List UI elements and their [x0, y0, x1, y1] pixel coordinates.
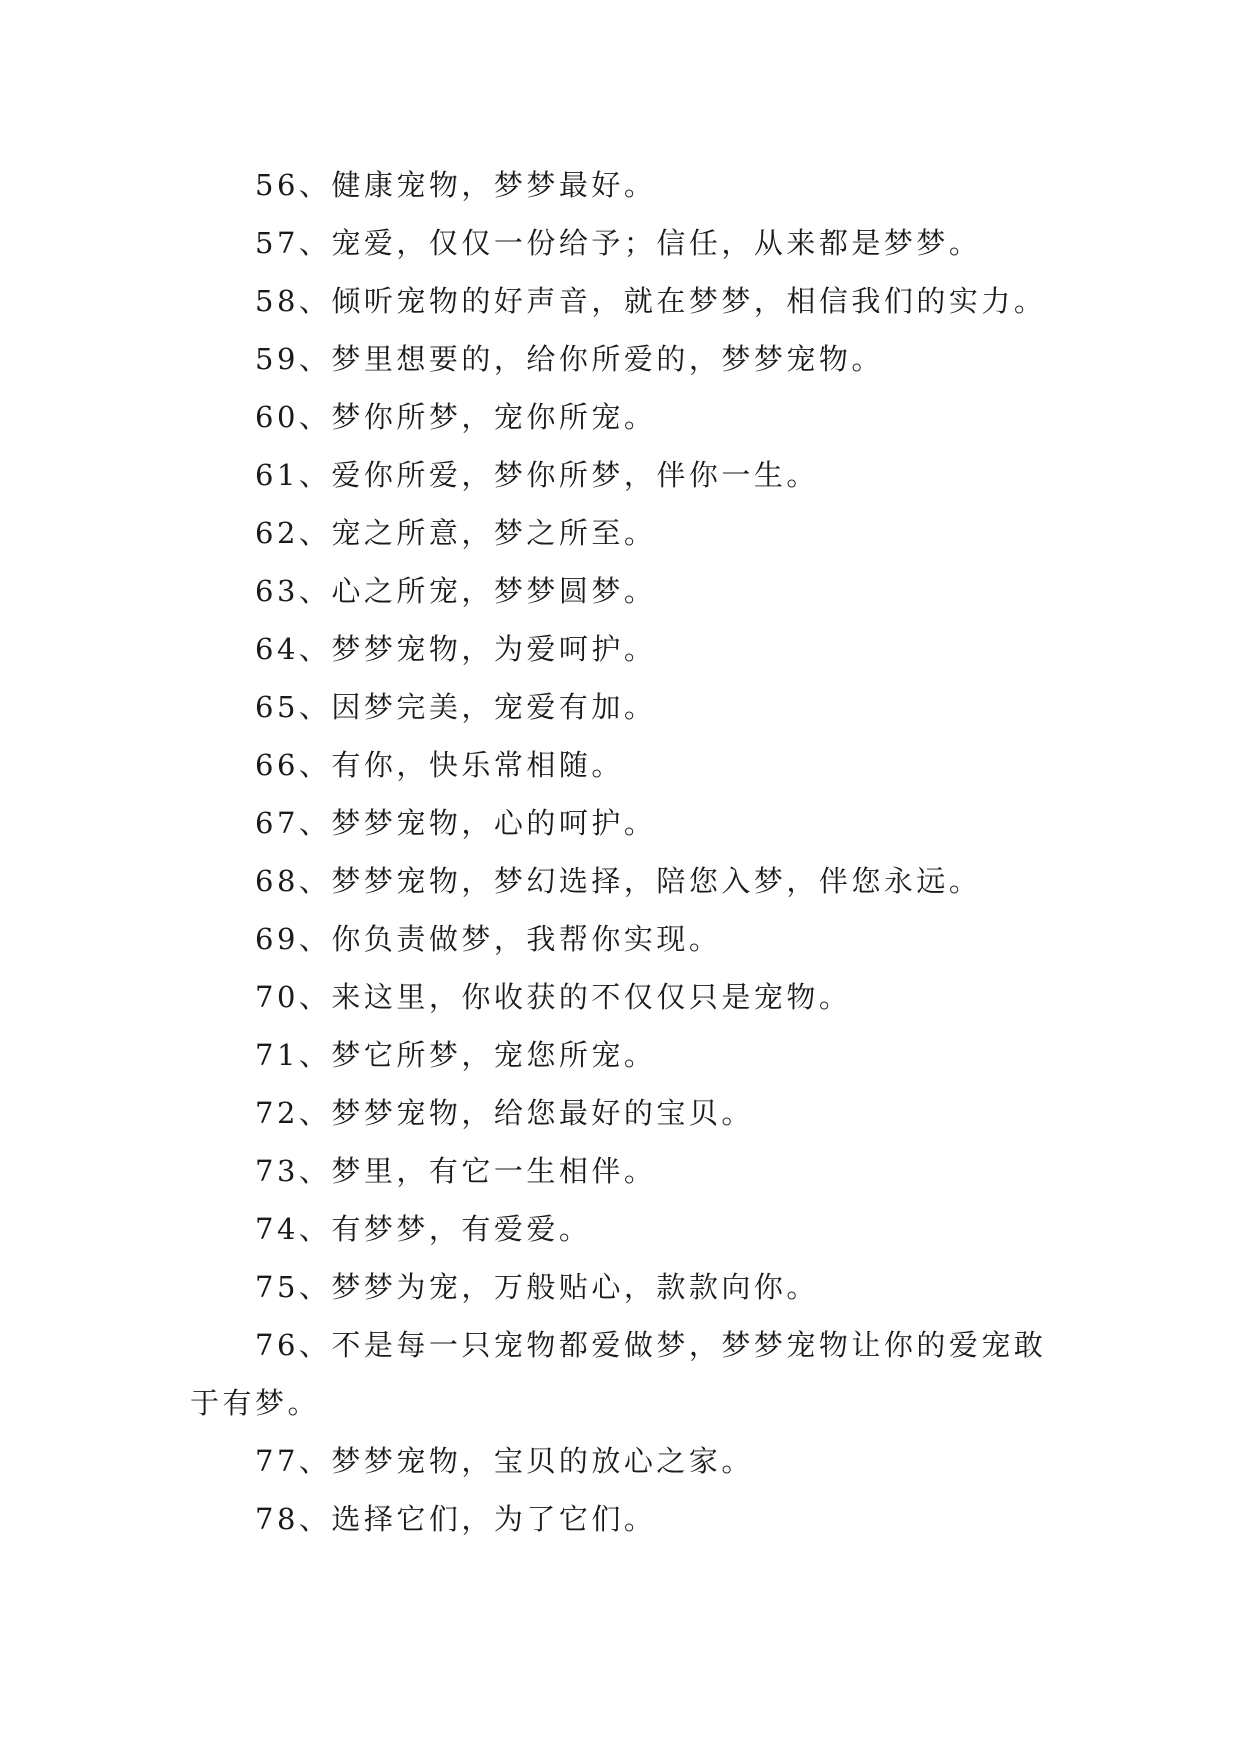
list-item: 69、你负责做梦，我帮你实现。 [255, 922, 722, 956]
list-item: 74、有梦梦，有爱爱。 [255, 1212, 592, 1246]
list-item-continuation: 于有梦。 [190, 1386, 321, 1420]
list-item: 68、梦梦宠物，梦幻选择，陪您入梦，伴您永远。 [255, 864, 982, 898]
list-item: 67、梦梦宠物，心的呵护。 [255, 806, 657, 840]
list-item: 63、心之所宠，梦梦圆梦。 [255, 574, 657, 608]
list-item: 56、健康宠物，梦梦最好。 [255, 168, 657, 202]
list-item: 78、选择它们，为了它们。 [255, 1502, 657, 1536]
list-item: 73、梦里，有它一生相伴。 [255, 1154, 657, 1188]
list-item: 64、梦梦宠物，为爱呵护。 [255, 632, 657, 666]
list-item: 62、宠之所意，梦之所至。 [255, 516, 657, 550]
list-item: 58、倾听宠物的好声音，就在梦梦，相信我们的实力。 [255, 284, 1047, 318]
list-item: 70、来这里，你收获的不仅仅只是宠物。 [255, 980, 852, 1014]
list-item: 65、因梦完美，宠爱有加。 [255, 690, 657, 724]
list-item: 59、梦里想要的，给你所爱的，梦梦宠物。 [255, 342, 884, 376]
list-item: 76、不是每一只宠物都爱做梦，梦梦宠物让你的爱宠敢 [255, 1328, 1047, 1362]
list-item: 66、有你，快乐常相随。 [255, 748, 624, 782]
list-item: 71、梦它所梦，宠您所宠。 [255, 1038, 657, 1072]
list-item: 75、梦梦为宠，万般贴心，款款向你。 [255, 1270, 819, 1304]
list-item: 61、爱你所爱，梦你所梦，伴你一生。 [255, 458, 819, 492]
list-item: 77、梦梦宠物，宝贝的放心之家。 [255, 1444, 754, 1478]
list-item: 57、宠爱，仅仅一份给予；信任，从来都是梦梦。 [255, 226, 982, 260]
list-item: 72、梦梦宠物，给您最好的宝贝。 [255, 1096, 754, 1130]
list-item: 60、梦你所梦，宠你所宠。 [255, 400, 657, 434]
